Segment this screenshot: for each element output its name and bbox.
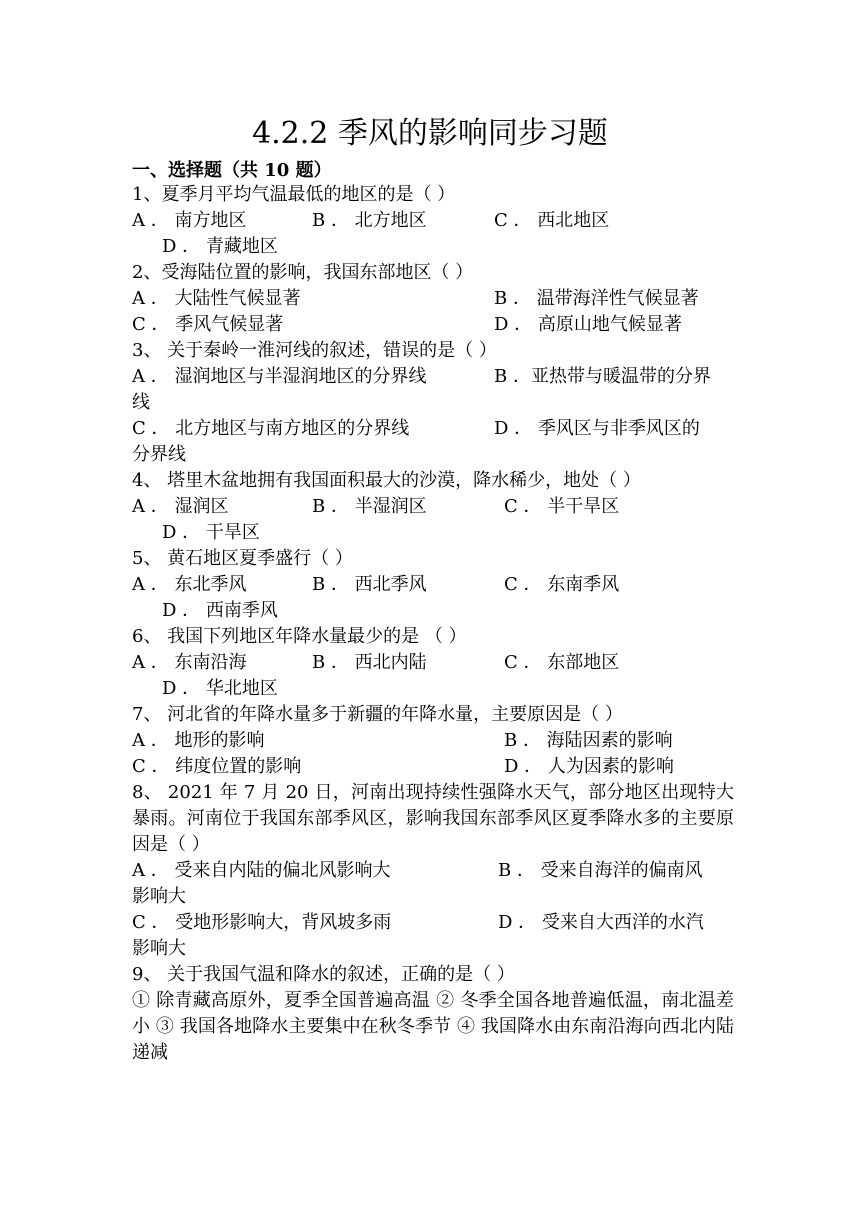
option[interactable]: B ． 西北内陆 [312, 652, 427, 673]
option-row [132, 754, 734, 780]
option-row [132, 416, 734, 442]
option[interactable]: D ． 高原山地气候显著 [494, 314, 682, 335]
option[interactable]: C ． 纬度位置的影响 [132, 756, 302, 777]
option-row [132, 858, 734, 884]
option[interactable]: C ． 北方地区与南方地区的分界线 [132, 418, 410, 439]
option[interactable]: A ． 东南沿海 [132, 652, 247, 673]
option[interactable]: B ． 北方地区 [312, 210, 427, 231]
option-row [132, 494, 734, 520]
question-stem: 2、受海陆位置的影响，我国东部地区（ ） [132, 262, 474, 283]
option-row [132, 286, 734, 312]
option[interactable]: B ． 半湿润区 [312, 496, 427, 517]
option[interactable]: D ． 华北地区 [162, 678, 278, 699]
option-row [132, 572, 734, 598]
question-statements: ① 除青藏高原外，夏季全国普遍高温 ② 冬季全国各地普遍低温，南北温差小 ③ 我国各地降水主要集中在秋冬季节 ④ 我国降水由东南沿海向西北内陆递减 [132, 990, 734, 1063]
option-row [132, 312, 734, 338]
question-stem: 9、 关于我国气温和降水的叙述，正确的是（ ） [132, 964, 515, 985]
option-continuation: 线 [132, 392, 150, 413]
question-stem: 8、 2021 年 7 月 20 日，河南出现持续性强降水天气，部分地区出现特大暴雨。河南位于我国东部季风区，影响我国东部季风区夏季降水多的主要原因是（ ） [132, 782, 734, 855]
option[interactable]: C ． 半干旱区 [504, 496, 620, 517]
option[interactable]: C ． 东南季风 [504, 574, 620, 595]
option-row [132, 728, 734, 754]
option-continuation: 影响大 [132, 886, 186, 907]
question-stem: 3、 关于秦岭一淮河线的叙述，错误的是（ ） [132, 340, 497, 361]
question-stem: 1、夏季月平均气温最低的地区的是（ ） [132, 184, 456, 205]
option-continuation: 影响大 [132, 938, 186, 959]
option[interactable]: A ． 大陆性气候显著 [132, 288, 301, 309]
option[interactable]: A ． 东北季风 [132, 574, 247, 595]
option[interactable]: B ． 温带海洋性气候显著 [494, 288, 699, 309]
option[interactable]: B ． 受来自海洋的偏南风 [498, 860, 703, 881]
option[interactable]: D ． 西南季风 [162, 600, 278, 621]
option[interactable]: A ． 湿润地区与半湿润地区的分界线 [132, 366, 427, 387]
option[interactable]: A ． 受来自内陆的偏北风影响大 [132, 860, 391, 881]
option[interactable]: D ． 受来自大西洋的水汽 [498, 912, 704, 933]
question-list [132, 182, 734, 1066]
option[interactable]: D ． 人为因素的影响 [504, 756, 674, 777]
question-stem: 7、 河北省的年降水量多于新疆的年降水量，主要原因是（ ） [132, 704, 623, 725]
option-row [132, 598, 734, 624]
question-stem: 5、 黄石地区夏季盛行（ ） [132, 548, 353, 569]
option[interactable]: D ． 季风区与非季风区的 [494, 418, 700, 439]
document-title: 4.2.2 季风的影响同步习题 [252, 116, 608, 151]
option[interactable]: A ． 湿润区 [132, 496, 229, 517]
option-row [132, 520, 734, 546]
option-row [132, 234, 734, 260]
option[interactable]: A ． 南方地区 [132, 210, 247, 231]
section-heading: 一、选择题（共 10 题） [132, 160, 332, 181]
option[interactable]: C ． 西北地区 [494, 210, 610, 231]
option[interactable]: D ． 青藏地区 [162, 236, 278, 257]
option[interactable]: B ． 西北季风 [312, 574, 427, 595]
option-row [132, 910, 734, 936]
option-row [132, 364, 734, 390]
option-continuation: 分界线 [132, 444, 186, 465]
option[interactable]: A ． 地形的影响 [132, 730, 265, 751]
question-stem: 6、 我国下列地区年降水量最少的是 （ ） [132, 626, 467, 647]
option-row [132, 650, 734, 676]
option[interactable]: B ． 海陆因素的影响 [504, 730, 673, 751]
option[interactable]: C ． 受地形影响大，背风坡多雨 [132, 912, 392, 933]
option[interactable]: C ． 季风气候显著 [132, 314, 284, 335]
option[interactable]: D ． 干旱区 [162, 522, 260, 543]
option[interactable]: C ． 东部地区 [504, 652, 620, 673]
option[interactable]: B ．亚热带与暖温带的分界 [494, 366, 711, 387]
option-row [132, 676, 734, 702]
option-row [132, 208, 734, 234]
question-stem: 4、 塔里木盆地拥有我国面积最大的沙漠，降水稀少，地处（ ） [132, 470, 641, 491]
